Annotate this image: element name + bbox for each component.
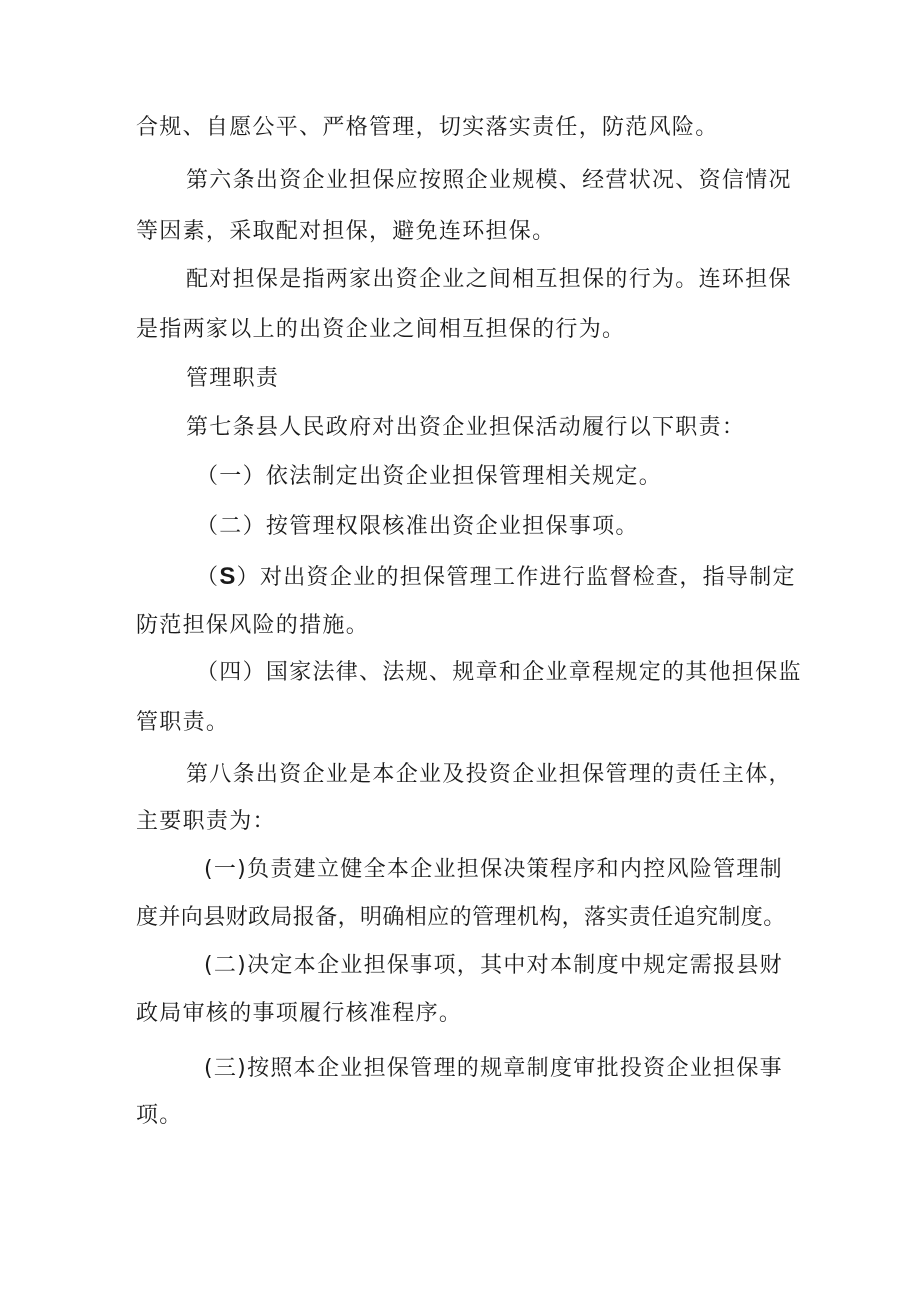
paragraph-line: 管职责。 [136, 710, 230, 735]
list-item-line: (二)决定本企业担保事项，其中对本制度中规定需报县财 [204, 953, 783, 978]
list-item-line: （一）依法制定出资企业担保管理相关规定。 [196, 464, 663, 489]
paragraph-line: 防范担保风险的措施。 [136, 613, 370, 638]
paragraph-line: 等因素，采取配对担保，避免连环担保。 [136, 219, 556, 244]
paragraph-line: 政局审核的事项履行核准程序。 [136, 1001, 463, 1026]
list-item-line: （四）国家法律、法规、规章和企业章程规定的其他担保监 [196, 660, 802, 685]
article-8-line: 第八条出资企业是本企业及投资企业担保管理的责任主体， [186, 762, 792, 787]
paragraph-line: 主要职责为： [136, 809, 276, 834]
paragraph-line: 配对担保是指两家出资企业之间相互担保的行为。连环担保 [186, 267, 792, 292]
list-item-line: （二）按管理权限核准出资企业担保事项。 [196, 514, 639, 539]
paragraph-line: 合规、自愿公平、严格管理，切实落实责任，防范风险。 [136, 115, 719, 140]
section-heading: 管理职责 [186, 366, 280, 391]
list-item-line [196, 562, 796, 593]
paragraph-line: 度并向县财政局报备，明确相应的管理机构，落实责任追究制度。 [136, 905, 786, 930]
list-marker-close: ） [236, 565, 260, 590]
list-item-text: 对出资企业的担保管理工作进行监督检查，指导制定 [259, 565, 796, 590]
list-marker-open: （ [196, 565, 220, 590]
paragraph-line: 项。 [136, 1103, 183, 1128]
article-6-line: 第六条出资企业担保应按照企业规模、经营状况、资信情况 [186, 168, 792, 193]
list-item-line: (一)负责建立健全本企业担保决策程序和内控风险管理制 [204, 857, 783, 882]
article-7-line: 第七条县人民政府对出资企业担保活动履行以下职责： [186, 415, 746, 440]
list-item-line: (三)按照本企业担保管理的规章制度审批投资企业担保事 [204, 1056, 783, 1081]
paragraph-line: 是指两家以上的出资企业之间相互担保的行为。 [136, 317, 626, 342]
list-marker-letter: S [219, 563, 237, 590]
